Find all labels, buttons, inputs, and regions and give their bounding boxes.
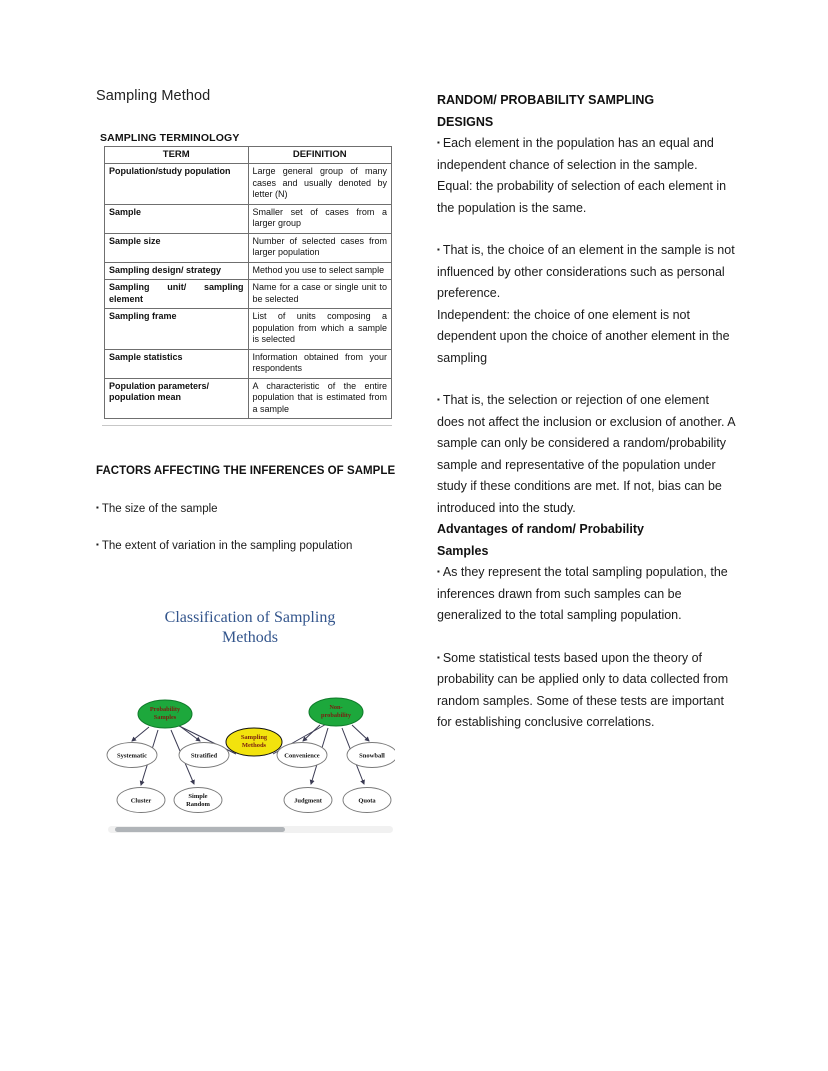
right-paragraph-7 <box>437 648 735 734</box>
factors-bullet-1 <box>96 502 396 518</box>
right-paragraph-6 <box>437 562 735 627</box>
right-paragraph-3-text: That is, the choice of an element in the sample is not influenced by other considerations such as personal preference. <box>437 243 735 300</box>
advantages-heading-line2: Samples <box>437 543 489 558</box>
bullet-icon: ▪ <box>437 245 440 254</box>
table-row <box>105 378 392 419</box>
table-cell-definition: A characteristic of the entire population that is estimated from a sample <box>248 378 392 419</box>
random-probability-heading <box>437 90 735 133</box>
diagram-title-line1: Classification of Sampling <box>164 609 336 626</box>
table-cell-term: Sample <box>105 204 249 233</box>
advantages-heading-line1: Advantages of random/ Probability <box>437 522 644 536</box>
table-row <box>105 262 392 280</box>
node-sampling-methods <box>226 728 282 756</box>
node-simple-random-line2: Random <box>186 801 210 808</box>
table-cell-term: Population parameters/ population mean <box>105 378 249 419</box>
bullet-icon: ▪ <box>437 567 440 576</box>
edge-probability-to-stratified <box>181 727 200 741</box>
table-cell-definition: Method you use to select sample <box>248 262 392 280</box>
table-row <box>105 280 392 309</box>
table-row <box>105 233 392 262</box>
node-snowball <box>347 743 395 768</box>
node-probability-samples <box>138 700 192 728</box>
edge-nonprobability-to-snowball <box>352 725 369 741</box>
diagram-title <box>105 608 395 649</box>
table-row <box>105 349 392 378</box>
node-cluster <box>117 788 165 813</box>
node-non-probability-line2: probability <box>321 712 351 719</box>
table-cell-definition: Large general group of many cases and usually denoted by letter (N) <box>248 164 392 205</box>
bullet-icon: ▪ <box>96 540 99 550</box>
table-cell-definition: List of units composing a population from which a sample is selected <box>248 309 392 350</box>
node-sampling-methods-line1: Sampling <box>240 734 268 741</box>
right-paragraph-1 <box>437 133 735 176</box>
node-cluster-label: Cluster <box>130 797 152 805</box>
bullet-icon: ▪ <box>437 138 440 147</box>
factors-heading: FACTORS AFFECTING THE INFERENCES OF SAMPLE <box>96 465 396 478</box>
node-snowball-label: Snowball <box>359 752 385 760</box>
node-simple-random <box>174 788 222 813</box>
edge-probability-to-systematic <box>132 727 149 741</box>
table-header-definition: DEFINITION <box>248 147 392 164</box>
bullet-icon: ▪ <box>96 502 99 512</box>
factors-bullet-1-text: The size of the sample <box>101 502 218 515</box>
table-cell-definition: Number of selected cases from larger population <box>248 233 392 262</box>
table-cell-term: Sample size <box>105 233 249 262</box>
spacer <box>437 627 735 648</box>
right-paragraph-2: Equal: the probability of selection of each element in the population is the same. <box>437 179 727 215</box>
node-convenience <box>277 743 327 768</box>
table-cell-term: Sampling unit/ sampling element <box>105 280 249 309</box>
node-judgment <box>284 788 332 813</box>
table-row <box>105 204 392 233</box>
node-systematic-label: Systematic <box>117 752 147 760</box>
spacer <box>437 369 735 390</box>
table-header-row <box>105 147 392 164</box>
edge-nonprobability-to-convenience <box>303 725 320 741</box>
table-row <box>105 164 392 205</box>
node-sampling-methods-line2: Methods <box>241 742 267 749</box>
table-bottom-rule <box>102 425 392 426</box>
right-paragraph-5-text: That is, the selection or rejection of one element does not affect the inclusion or exclusion of another. A sample can only be considered a random/probability sample and representative of the population under study if these conditions are met. If not, bias can be introduced into the study. <box>437 393 735 515</box>
node-convenience-label: Convenience <box>284 752 320 760</box>
table-caption: SAMPLING TERMINOLOGY <box>100 132 240 144</box>
right-paragraph-5 <box>437 390 735 519</box>
spacer <box>437 219 735 240</box>
right-paragraph-3 <box>437 240 735 305</box>
diagram-graphic <box>105 658 395 823</box>
diagram-title-line2: Methods <box>222 629 278 647</box>
bullet-icon: ▪ <box>437 652 440 662</box>
right-paragraph-4: Independent: the choice of one element is not dependent upon the choice of another element in the sampling <box>437 307 730 365</box>
node-non-probability-line1: Non- <box>329 704 343 711</box>
random-probability-heading-line2: DESIGNS <box>437 114 494 129</box>
factors-bullet-2-text: The extent of variation in the sampling population <box>101 540 353 553</box>
bullet-icon: ▪ <box>437 395 440 404</box>
right-column <box>437 90 735 734</box>
table-cell-term: Population/study population <box>105 164 249 205</box>
table-cell-term: Sample statistics <box>105 349 249 378</box>
sampling-classification-diagram <box>105 600 395 840</box>
node-probability-line2: Samples <box>153 714 177 721</box>
page-title: Sampling Method <box>96 88 211 104</box>
node-stratified-label: Stratified <box>190 752 218 760</box>
random-probability-heading-line1: RANDOM/ PROBABILITY SAMPLING <box>437 93 655 107</box>
node-quota-label: Quota <box>358 797 376 805</box>
table-header-term: TERM <box>105 147 249 164</box>
right-paragraph-6-text: As they represent the total sampling population, the inferences drawn from such samples can be generalized to the total sampling population. <box>437 565 728 622</box>
right-paragraph-7-text: Some statistical tests based upon the theory of probability can be applied only to data collected from random samples. Some of these tests are important for establishing conclusive correlations. <box>437 650 729 729</box>
node-systematic <box>107 743 157 768</box>
table-cell-term: Sampling frame <box>105 309 249 350</box>
node-non-probability <box>309 698 363 726</box>
right-paragraph-1-text: Each element in the population has an equal and independent chance of selection in the sample. <box>437 136 714 172</box>
table-cell-definition: Smaller set of cases from a larger group <box>248 204 392 233</box>
advantages-heading <box>437 519 735 562</box>
table-cell-definition: Name for a case or single unit to be selected <box>248 280 392 309</box>
left-column <box>96 88 396 555</box>
table-cell-definition: Information obtained from your respondents <box>248 349 392 378</box>
node-simple-random-line1: Simple <box>188 793 208 800</box>
node-stratified <box>179 743 229 768</box>
table-cell-term: Sampling design/ strategy <box>105 262 249 280</box>
node-quota <box>343 788 391 813</box>
node-probability-line1: Probability <box>149 706 181 713</box>
table-row <box>105 309 392 350</box>
sampling-terminology-table <box>104 146 392 419</box>
factors-bullet-2 <box>96 539 396 555</box>
node-judgment-label: Judgment <box>294 797 322 805</box>
diagram-scrollbar-thumb[interactable] <box>115 827 285 832</box>
